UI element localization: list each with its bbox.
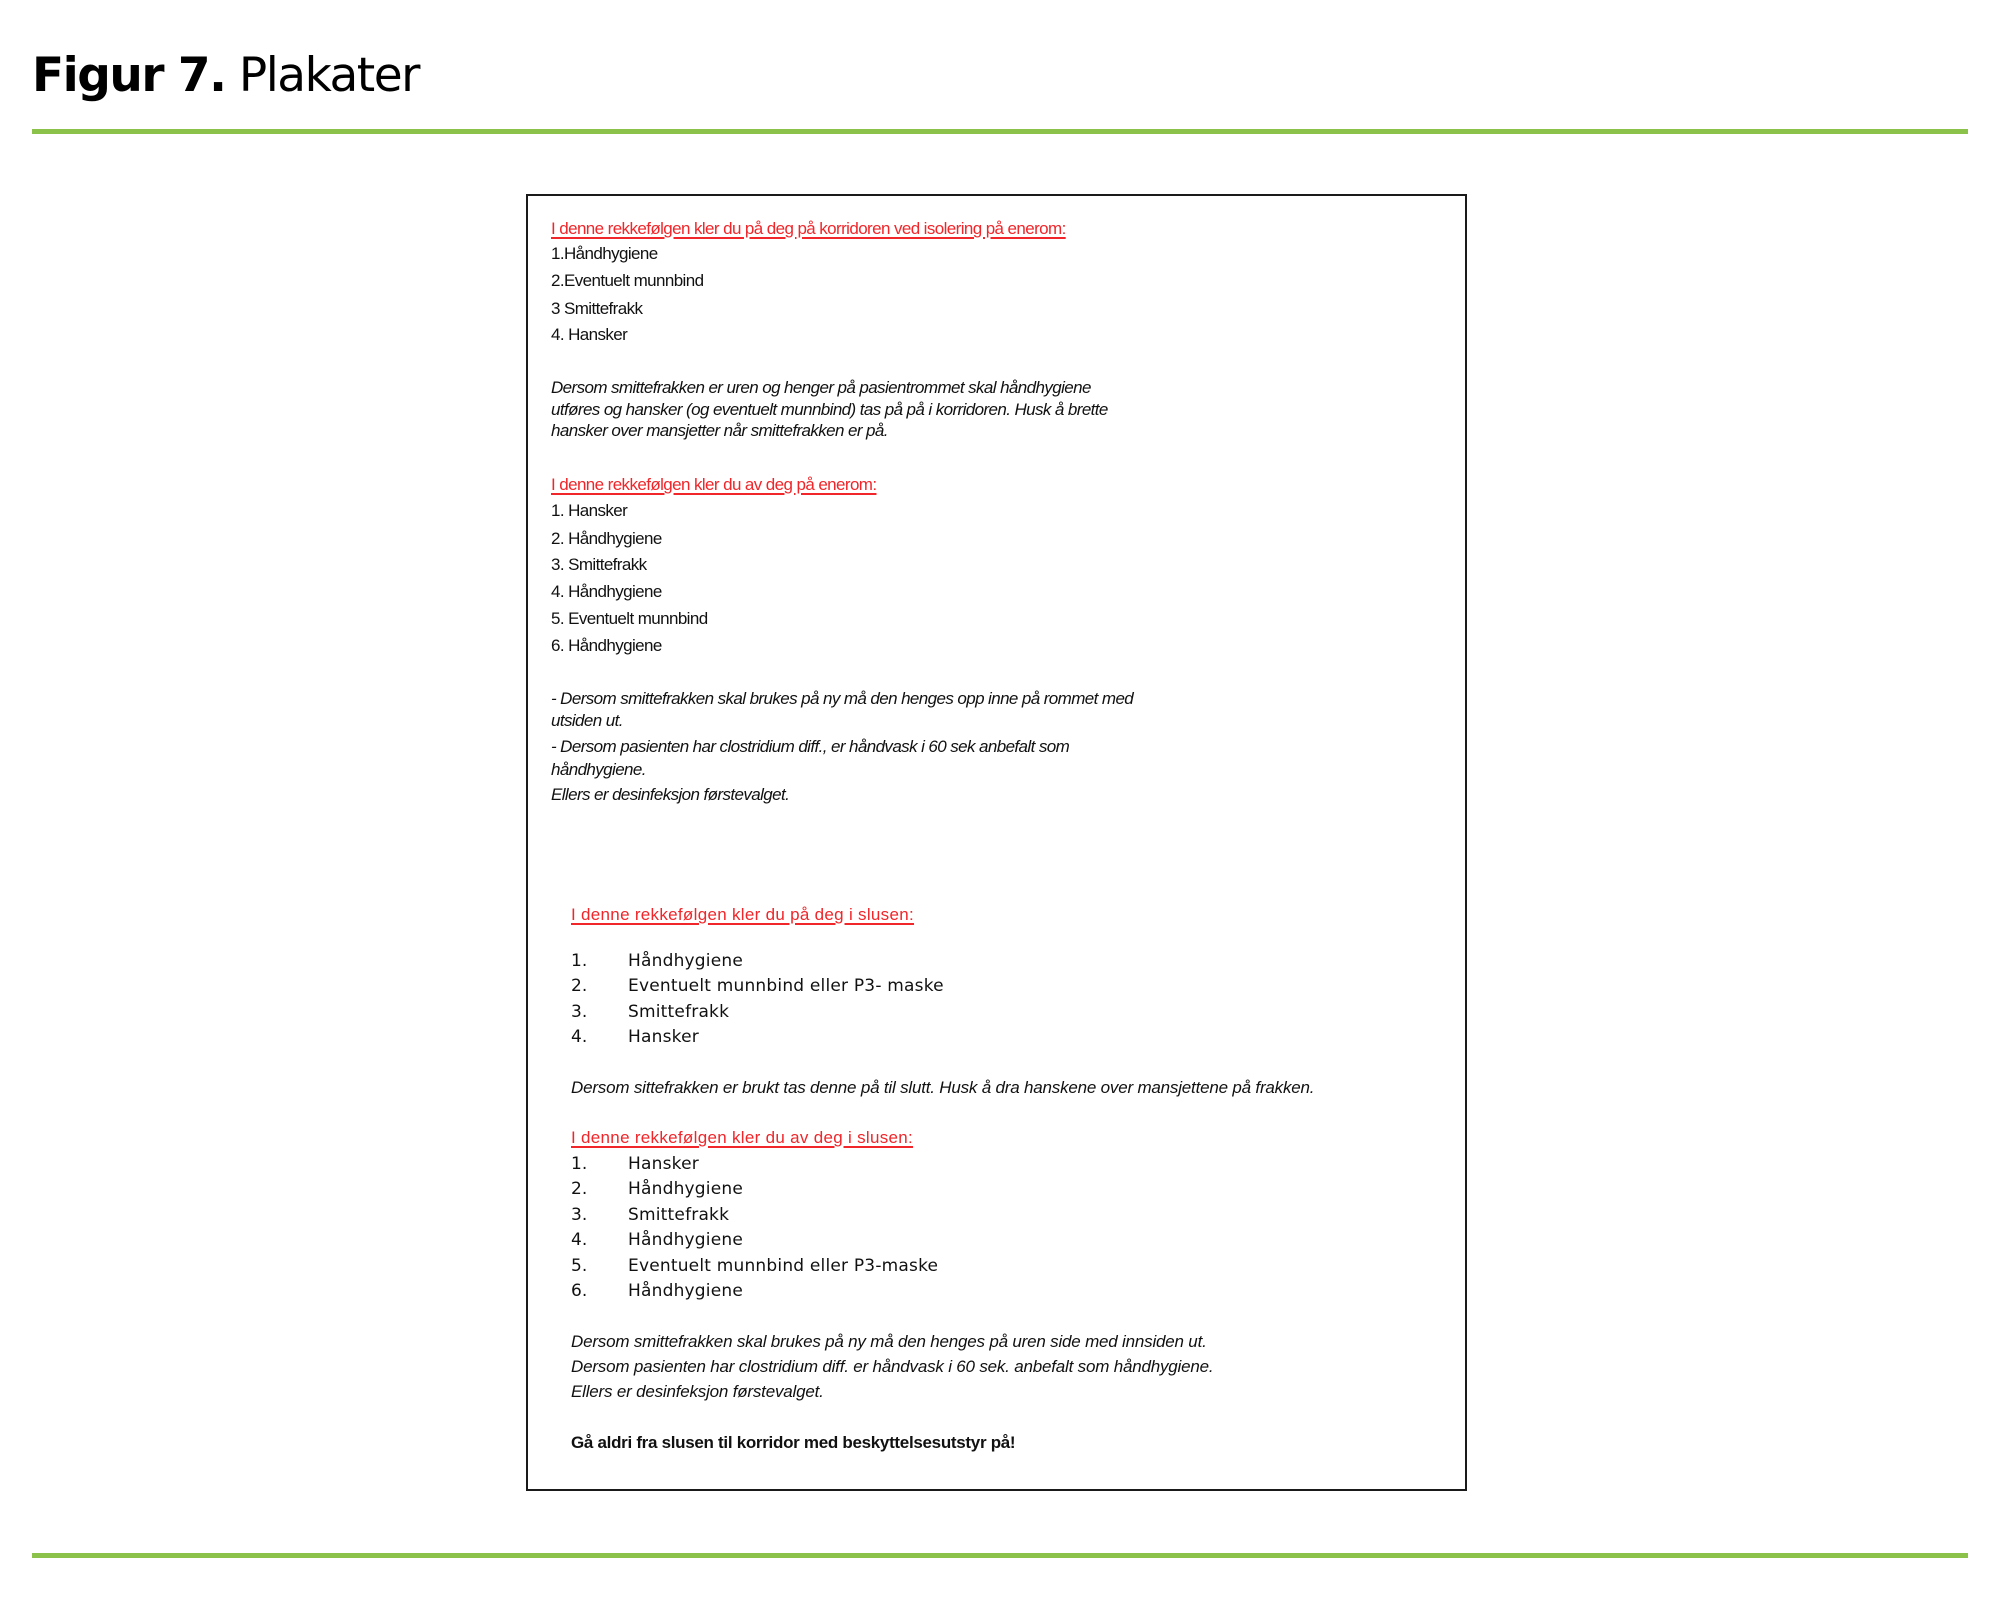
note-line: Ellers er desinfeksjon førstevalget. bbox=[551, 785, 790, 804]
note-line: - Dersom smittefrakken skal brukes på ny må den henges opp inne på rommet med bbox=[551, 689, 1134, 708]
list-item: Eventuelt munnbind eller P3-maske bbox=[628, 1256, 939, 1276]
note-line: utføres og hansker (og eventuelt munnbind) tas på på i korridoren. Husk å brette bbox=[551, 400, 1108, 419]
list-item: Håndhygiene bbox=[628, 1281, 744, 1301]
warning-text: Gå aldri fra slusen til korridor med beskyttelsesutstyr på! bbox=[571, 1433, 1016, 1452]
note-line: håndhygiene. bbox=[551, 760, 646, 779]
list-number: 4. bbox=[571, 1230, 588, 1250]
note-line: - Dersom pasienten har clostridium diff., er håndvask i 60 sek anbefalt som bbox=[551, 737, 1070, 756]
bottom-divider bbox=[32, 1553, 1968, 1558]
figure-number: Figur 7. bbox=[32, 48, 226, 103]
list-number: 3. bbox=[571, 1002, 588, 1022]
list-item: 3 Smittefrakk bbox=[551, 299, 643, 318]
list-item: Hansker bbox=[628, 1027, 699, 1047]
note-line: utsiden ut. bbox=[551, 711, 623, 730]
heading-enerom-on: I denne rekkefølgen kler du på deg på korridoren ved isolering på enerom: bbox=[551, 219, 1066, 238]
figure-caption: Plakater bbox=[238, 48, 419, 103]
top-divider bbox=[32, 129, 1968, 134]
list-number: 1. bbox=[571, 951, 588, 971]
list-item: 4. Hansker bbox=[551, 325, 628, 344]
list-item: 3. Smittefrakk bbox=[551, 555, 647, 574]
heading-enerom-off: I denne rekkefølgen kler du av deg på enerom: bbox=[551, 475, 877, 494]
list-item: 4. Håndhygiene bbox=[551, 582, 662, 601]
list-item: Håndhygiene bbox=[628, 1230, 744, 1250]
list-item: Hansker bbox=[628, 1154, 699, 1174]
heading-sluse-on: I denne rekkefølgen kler du på deg i slusen: bbox=[571, 905, 915, 924]
note-line: Dersom smittefrakken er uren og henger på pasientrommet skal håndhygiene bbox=[551, 378, 1091, 397]
list-item: 2.Eventuelt munnbind bbox=[551, 271, 704, 290]
note-line: Ellers er desinfeksjon førstevalget. bbox=[571, 1382, 824, 1401]
list-number: 2. bbox=[571, 1179, 588, 1199]
list-number: 4. bbox=[571, 1027, 588, 1047]
list-item: 1. Hansker bbox=[551, 501, 628, 520]
list-item: 1.Håndhygiene bbox=[551, 244, 658, 263]
list-number: 2. bbox=[571, 976, 588, 996]
list-number: 3. bbox=[571, 1205, 588, 1225]
list-item: Eventuelt munnbind eller P3- maske bbox=[628, 976, 944, 996]
figure-title bbox=[32, 46, 419, 106]
list-item: Smittefrakk bbox=[628, 1002, 730, 1022]
note-line: Dersom smittefrakken skal brukes på ny må den henges på uren side med innsiden ut. bbox=[571, 1332, 1207, 1351]
list-item: 6. Håndhygiene bbox=[551, 636, 662, 655]
list-number: 5. bbox=[571, 1256, 588, 1276]
note-line: hansker over mansjetter når smittefrakken er på. bbox=[551, 421, 888, 440]
note-line: Dersom pasienten har clostridium diff. er håndvask i 60 sek. anbefalt som håndhygiene. bbox=[571, 1357, 1214, 1376]
list-number: 1. bbox=[571, 1154, 588, 1174]
list-item: Smittefrakk bbox=[628, 1205, 730, 1225]
list-item: 5. Eventuelt munnbind bbox=[551, 609, 708, 628]
note-line: Dersom sittefrakken er brukt tas denne på til slutt. Husk å dra hanskene over mansjettene på frakken. bbox=[571, 1078, 1315, 1097]
list-item: 2. Håndhygiene bbox=[551, 529, 662, 548]
poster bbox=[526, 194, 1467, 1491]
list-item: Håndhygiene bbox=[628, 1179, 744, 1199]
list-number: 6. bbox=[571, 1281, 588, 1301]
heading-sluse-off: I denne rekkefølgen kler du av deg i slusen: bbox=[571, 1128, 914, 1147]
list-item: Håndhygiene bbox=[628, 951, 744, 971]
